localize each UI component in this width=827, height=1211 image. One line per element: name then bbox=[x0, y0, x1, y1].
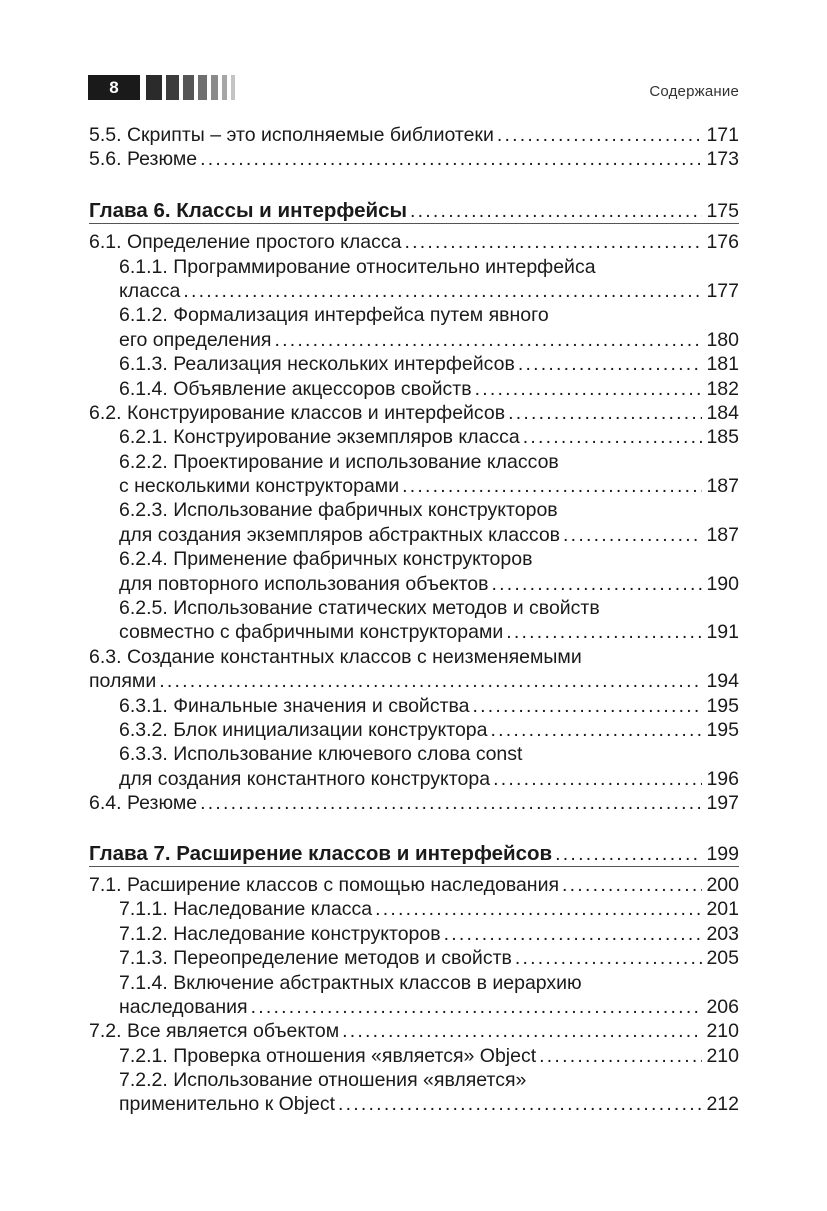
toc-entry-title: 6.2.4. Применение фабричных конструкторов bbox=[119, 548, 533, 571]
toc-entry-title: 6.3. Создание константных классов с неизменяемыми bbox=[89, 645, 582, 668]
toc-entry[interactable] bbox=[89, 328, 739, 352]
toc-entry[interactable] bbox=[89, 767, 739, 791]
toc-entry-page: 185 bbox=[706, 426, 739, 449]
toc-entry[interactable] bbox=[89, 791, 739, 815]
toc-entry[interactable] bbox=[89, 425, 739, 449]
toc-entry[interactable] bbox=[89, 742, 739, 766]
toc-entry[interactable] bbox=[89, 596, 739, 620]
toc-entry-page: 177 bbox=[706, 279, 739, 302]
toc-entry-page: 195 bbox=[706, 718, 739, 741]
toc-entry-title: 6.3.3. Использование ключевого слова const bbox=[119, 743, 523, 766]
dot-leader bbox=[562, 873, 702, 897]
toc-entry-page: 173 bbox=[706, 148, 739, 171]
toc-entry-title: 6.1.1. Программирование относительно интерфейса bbox=[119, 255, 596, 278]
dot-leader bbox=[159, 669, 702, 693]
toc-entry-page: 210 bbox=[706, 1044, 739, 1067]
toc-entry-page: 184 bbox=[706, 401, 739, 424]
toc-entry-page: 210 bbox=[706, 1020, 739, 1043]
toc-entry-title: 6.2.5. Использование статических методов и свойств bbox=[119, 597, 600, 620]
toc-entry[interactable] bbox=[89, 669, 739, 693]
toc-entry-title: 6.1. Определение простого класса bbox=[89, 231, 402, 254]
toc-entry-page: 197 bbox=[706, 792, 739, 815]
dot-leader bbox=[493, 767, 702, 791]
running-title: Содержание bbox=[649, 83, 739, 100]
toc-entry-title: 5.5. Скрипты – это исполняемые библиотеки bbox=[89, 124, 494, 146]
table-of-contents bbox=[89, 123, 739, 1117]
toc-entry-title: 6.1.3. Реализация нескольких интерфейсов bbox=[119, 353, 515, 376]
dot-leader bbox=[515, 946, 703, 970]
toc-entry-title: 7.1.1. Наследование класса bbox=[119, 898, 373, 921]
toc-entry-title: класса bbox=[119, 279, 181, 302]
toc-entry-title: 7.1.3. Переопределение методов и свойств bbox=[119, 947, 512, 970]
toc-entry[interactable] bbox=[89, 694, 739, 718]
toc-entry[interactable] bbox=[89, 450, 739, 474]
dot-leader bbox=[518, 352, 703, 376]
toc-entry-title: 6.3.1. Финальные значения и свойства bbox=[119, 694, 470, 717]
dot-leader bbox=[251, 995, 703, 1019]
toc-entry-page: 206 bbox=[706, 995, 739, 1018]
toc-entry[interactable] bbox=[89, 1044, 739, 1068]
toc-entry[interactable] bbox=[89, 718, 739, 742]
toc-entry[interactable] bbox=[89, 474, 739, 498]
stripe-4 bbox=[198, 75, 207, 100]
dot-leader bbox=[475, 377, 703, 401]
stripe-5 bbox=[211, 75, 218, 100]
toc-entry-title: для создания экземпляров абстрактных классов bbox=[119, 523, 561, 546]
stripe-6 bbox=[222, 75, 227, 100]
toc-entry[interactable] bbox=[89, 645, 739, 669]
toc-entry-page: 180 bbox=[706, 328, 739, 351]
toc-entry[interactable] bbox=[89, 147, 739, 171]
toc-entry-title: 6.1.2. Формализация интерфейса путем явного bbox=[119, 304, 549, 327]
toc-entry[interactable] bbox=[89, 377, 739, 401]
toc-entry[interactable] bbox=[89, 547, 739, 571]
toc-entry[interactable] bbox=[89, 897, 739, 921]
toc-entry[interactable] bbox=[89, 946, 739, 970]
dot-leader bbox=[274, 328, 702, 352]
dot-leader bbox=[444, 922, 703, 946]
toc-entry-title: 7.2. Все является объектом bbox=[89, 1020, 340, 1043]
toc-entry[interactable] bbox=[89, 303, 739, 327]
toc-entry-title: 7.1. Расширение классов с помощью наследования bbox=[89, 873, 560, 896]
toc-pre-section bbox=[89, 123, 739, 172]
page-header bbox=[0, 0, 827, 110]
toc-entry[interactable] bbox=[89, 230, 739, 254]
dot-leader bbox=[491, 572, 702, 596]
toc-entry-title: 6.2.2. Проектирование и использование классов bbox=[119, 450, 559, 473]
dot-leader bbox=[404, 230, 702, 254]
toc-entry[interactable] bbox=[89, 922, 739, 946]
toc-entry-title: 6.2.3. Использование фабричных конструкторов bbox=[119, 499, 558, 522]
toc-entry-page: 181 bbox=[706, 353, 739, 376]
toc-entry-title: его определения bbox=[119, 328, 272, 351]
toc-entry[interactable] bbox=[89, 1092, 739, 1116]
toc-entry-page: 182 bbox=[706, 377, 739, 400]
toc-entry-title: для повторного использования объектов bbox=[119, 572, 489, 595]
toc-entry-title: 6.4. Резюме bbox=[89, 792, 198, 815]
toc-entry[interactable] bbox=[89, 572, 739, 596]
page-number: 8 bbox=[88, 75, 140, 100]
dot-leader bbox=[342, 1019, 702, 1043]
toc-entry-title: 5.6. Резюме bbox=[89, 148, 198, 171]
toc-entry-page: 212 bbox=[706, 1093, 739, 1116]
chapter-title: Глава 6. Классы и интерфейсы bbox=[89, 198, 408, 222]
dot-leader bbox=[183, 279, 702, 303]
toc-entry-title: 6.1.4. Объявление акцессоров свойств bbox=[119, 377, 472, 400]
toc-entry-title: 6.3.2. Блок инициализации конструктора bbox=[119, 718, 488, 741]
toc-entry-title: совместно с фабричными конструкторами bbox=[119, 621, 504, 644]
toc-entry-title: 6.2.1. Конструирование экземпляров класса bbox=[119, 426, 520, 449]
dot-leader bbox=[497, 123, 703, 147]
dot-leader bbox=[539, 1044, 702, 1068]
toc-entry[interactable] bbox=[89, 255, 739, 279]
toc-entry-page: 200 bbox=[706, 873, 739, 896]
dot-leader bbox=[563, 523, 702, 547]
stripe-3 bbox=[183, 75, 194, 100]
toc-entry-page: 205 bbox=[706, 947, 739, 970]
decorative-stripes bbox=[146, 75, 235, 100]
toc-entry-title: для создания константного конструктора bbox=[119, 767, 491, 790]
dot-leader bbox=[490, 718, 702, 742]
toc-entry[interactable] bbox=[89, 523, 739, 547]
toc-entry-page: 176 bbox=[706, 231, 739, 254]
toc-entry[interactable] bbox=[89, 352, 739, 376]
stripe-2 bbox=[166, 75, 179, 100]
chapter-divider bbox=[89, 223, 739, 224]
toc-entry[interactable] bbox=[89, 620, 739, 644]
dot-leader bbox=[523, 425, 703, 449]
toc-entry[interactable] bbox=[89, 995, 739, 1019]
toc-entry[interactable] bbox=[89, 1068, 739, 1092]
dot-leader bbox=[410, 199, 702, 223]
toc-entry[interactable] bbox=[89, 971, 739, 995]
toc-entry[interactable] bbox=[89, 123, 739, 147]
dot-leader bbox=[402, 474, 702, 498]
toc-entry-title: наследования bbox=[119, 995, 248, 1018]
dot-leader bbox=[473, 694, 703, 718]
toc-entry-page: 187 bbox=[706, 523, 739, 546]
dot-leader bbox=[508, 401, 702, 425]
dot-leader bbox=[200, 147, 702, 171]
toc-entry-title: 7.1.2. Наследование конструкторов bbox=[119, 922, 441, 945]
toc-entry-title: 7.2.2. Использование отношения «является» bbox=[119, 1069, 527, 1092]
toc-entry-page: 190 bbox=[706, 572, 739, 595]
toc-entry-page: 196 bbox=[706, 767, 739, 790]
chapter-6-heading[interactable] bbox=[89, 199, 739, 223]
toc-entry-page: 187 bbox=[706, 475, 739, 498]
dot-leader bbox=[338, 1092, 702, 1116]
chapter-7-heading-block bbox=[89, 842, 739, 867]
toc-entry-title: 6.2. Конструирование классов и интерфейсов bbox=[89, 401, 506, 424]
chapter-divider bbox=[89, 866, 739, 867]
toc-entry-title: применительно к Object bbox=[119, 1093, 335, 1116]
chapter-6-entries bbox=[89, 230, 739, 815]
chapter-title: Глава 7. Расширение классов и интерфейсов bbox=[89, 841, 553, 865]
toc-entry[interactable] bbox=[89, 498, 739, 522]
chapter-7-heading[interactable] bbox=[89, 842, 739, 866]
stripe-1 bbox=[146, 75, 162, 100]
toc-entry[interactable] bbox=[89, 401, 739, 425]
toc-entry-page: 203 bbox=[706, 922, 739, 945]
toc-entry-page: 201 bbox=[706, 898, 739, 921]
toc-entry-title: 7.1.4. Включение абстрактных классов в иерархию bbox=[119, 971, 582, 994]
chapter-page: 175 bbox=[706, 199, 739, 222]
toc-entry-page: 171 bbox=[706, 124, 739, 146]
dot-leader bbox=[506, 620, 702, 644]
chapter-7-entries bbox=[89, 873, 739, 1117]
dot-leader bbox=[375, 897, 702, 921]
toc-entry-title: 7.2.1. Проверка отношения «является» Object bbox=[119, 1044, 537, 1067]
chapter-page: 199 bbox=[706, 842, 739, 865]
toc-entry[interactable] bbox=[89, 279, 739, 303]
toc-entry-title: полями bbox=[89, 670, 157, 693]
stripe-7 bbox=[231, 75, 235, 100]
toc-entry-page: 194 bbox=[706, 670, 739, 693]
dot-leader bbox=[200, 791, 702, 815]
toc-entry[interactable] bbox=[89, 1019, 739, 1043]
toc-entry-title: с несколькими конструкторами bbox=[119, 475, 400, 498]
dot-leader bbox=[555, 842, 702, 866]
toc-entry[interactable] bbox=[89, 873, 739, 897]
toc-entry-page: 191 bbox=[706, 621, 739, 644]
toc-entry-page: 195 bbox=[706, 694, 739, 717]
chapter-6-heading-block bbox=[89, 199, 739, 224]
